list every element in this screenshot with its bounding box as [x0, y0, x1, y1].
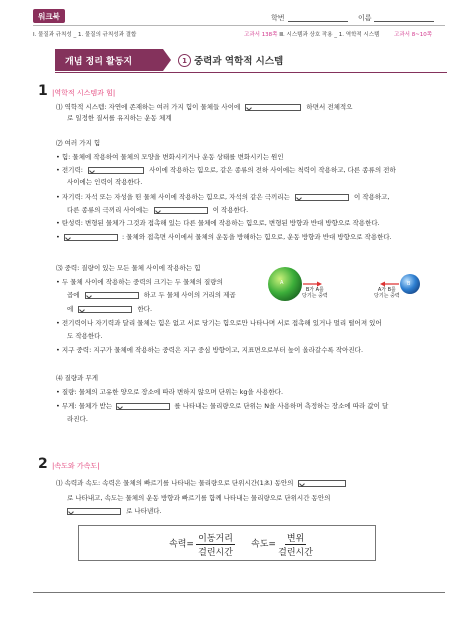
force-label-text: 당기는 중력	[374, 293, 400, 299]
answer-blank[interactable]	[298, 480, 346, 487]
mass-a-label: A	[280, 280, 284, 286]
answer-blank[interactable]	[245, 104, 301, 111]
name-label: 이름	[358, 14, 372, 22]
force-arrow-a-on-b-head	[380, 282, 385, 287]
s1-text: •	[56, 233, 60, 241]
breadcrumb-mid-text: Ⅲ. 시스템과 상호 작용 _ 1. 역학적 시스템	[277, 32, 380, 38]
answer-blank[interactable]	[78, 306, 132, 313]
force-label-a-on-b	[374, 287, 400, 299]
s1-p3-b1-line2	[67, 291, 236, 300]
s1-text: 하고 두 물체 사이의 거리의 제곱	[143, 291, 236, 299]
s1-text: 곱에	[67, 291, 80, 299]
s1-p2-b3	[56, 193, 390, 202]
s1-p4-b1: • 질량: 물체의 고유한 양으로 장소에 따라 변하지 않으며 단위는 kg을 사용한다.	[56, 388, 284, 396]
section-2-number: 2	[38, 456, 48, 472]
answer-blank[interactable]	[116, 403, 170, 410]
unit-number: 1	[178, 54, 191, 67]
s1-text: • 무게: 물체가 받는	[56, 402, 113, 410]
s1-p2-b3-cont	[67, 206, 248, 215]
s1-p2-b2	[56, 166, 396, 175]
unit-title: 중력과 역학적 시스템	[194, 56, 284, 67]
s1-text: : 물체와 접촉면 사이에서 물체의 운동을 방해하는 힘으로, 운동 방향과 반대 방향으로 작용한다.	[122, 233, 392, 241]
s1-p1-line2: 로 일정한 질서를 유지하는 운동 체계	[67, 114, 172, 122]
breadcrumb-left: Ⅰ. 물질과 규칙성 _ 1. 물질의 규칙성과 결합	[33, 32, 137, 38]
force-label-text: B가 A를	[305, 287, 324, 293]
mass-b-label: B	[407, 281, 411, 287]
velocity-denominator: 걸린시간	[278, 548, 313, 558]
s1-text: 한다.	[137, 305, 153, 313]
s1-text: 를 나타내는 물리량으로 단위는 N을 사용하며 측정하는 장소에 따라 값이 달	[174, 402, 389, 410]
breadcrumb	[33, 30, 136, 38]
s1-text: 이 작용하고,	[353, 193, 390, 201]
force-label-b-on-a	[302, 287, 328, 299]
velocity-numerator: 변위	[285, 531, 306, 545]
activity-banner	[55, 49, 163, 71]
answer-blank[interactable]	[154, 207, 208, 214]
s1-text: 에	[67, 305, 74, 313]
s1-text: 사이에 작용하는 힘으로, 같은 종류의 전하 사이에는 척력이 작용하고, 다른 종류의 전하	[149, 166, 396, 174]
s1-text: • 전기력:	[56, 166, 83, 174]
gravity-diagram	[260, 262, 440, 312]
breadcrumb-middle	[244, 30, 379, 38]
textbook-page-ref-right: 고과서 8~10쪽	[394, 32, 433, 38]
s1-p3-b3: • 지구 중력: 지구가 물체에 작용하는 중력은 지구 중심 방향이고, 지표면으로부터 높이 올라갈수록 작아진다.	[56, 346, 364, 354]
speed-numerator: 이동거리	[196, 531, 235, 545]
banner-arrow	[163, 49, 171, 71]
answer-blank[interactable]	[295, 194, 349, 201]
s2-p1-line2	[67, 494, 330, 503]
s1-p2-b2-cont: 사이에는 인력이 작용한다.	[67, 178, 143, 186]
student-id-label: 학번	[271, 14, 285, 22]
speed-formula	[169, 531, 235, 558]
header-rule	[33, 25, 445, 26]
speed-formula-label: 속력=	[169, 539, 194, 550]
answer-blank[interactable]	[88, 167, 144, 174]
velocity-formula	[251, 531, 313, 558]
worksheet-badge: 워크북	[33, 9, 65, 23]
s2-p1-line3	[67, 507, 162, 516]
s1-p3-b2: • 전기력이나 자기력과 달리 물체는 힘은 없고 서로 당기는 힘으로만 나타나며 서로 접촉해 있거나 멀리 떨어져 있어	[56, 319, 382, 327]
section-2-heading: |속도와 가속도|	[52, 462, 100, 470]
speed-denominator: 걸린시간	[198, 548, 233, 558]
mass-a-sphere	[268, 267, 302, 301]
s2-text: 로 나타낸다.	[126, 507, 162, 515]
student-id-field[interactable]	[288, 21, 348, 22]
footer-rule	[33, 592, 445, 593]
section-1-heading: |역학적 시스템과 힘|	[52, 89, 116, 97]
s1-p2-b1: • 힘: 물체에 작용하여 물체의 모양을 변화시키거나 운동 상태를 변화시키는 원인	[56, 153, 284, 161]
s2-text: ⑴ 속력과 속도: 속력은 물체의 빠르기를 나타내는 물리량으로 단위시간(1초) 동안의	[56, 479, 294, 487]
answer-blank[interactable]	[67, 508, 121, 515]
force-label-text: 당기는 중력	[302, 293, 328, 299]
s1-p3-b2-cont: 도 작용한다.	[67, 332, 103, 340]
s1-p1-line1	[56, 103, 352, 112]
s1-p1-text-b: 하면서 전체적으	[306, 103, 353, 111]
s1-text: 이 작용한다.	[212, 206, 249, 214]
answer-blank[interactable]	[64, 234, 118, 241]
s1-p2-b5	[56, 233, 392, 242]
s2-p1-line1	[56, 479, 348, 488]
s1-text: 다른 종류의 극끼리 사이에는	[67, 206, 149, 214]
force-arrow-b-on-a-head	[317, 282, 322, 287]
banner-rule	[55, 72, 447, 73]
s1-text: • 자기력: 자석 또는 자성을 띤 물체 사이에 작용하는 힘으로, 자석의 같은 극끼리는	[56, 193, 290, 201]
velocity-formula-label: 속도=	[251, 539, 276, 550]
s1-p3-b1: • 두 물체 사이에 작용하는 중력의 크기는 두 물체의 질량의	[56, 278, 223, 286]
s2-text: 로 나타내고, 속도는 물체의 운동 방향과 빠르기를 함께 나타내는 물리량으로 단위시간 동안의	[67, 494, 331, 502]
velocity-fraction	[278, 531, 313, 558]
s1-p2-head: ⑵ 여러 가지 힘	[56, 139, 101, 147]
s1-p2-b4: • 탄성력: 변형된 물체가 그것과 접촉해 있는 다른 물체에 작용하는 힘으로, 변형된 방향과 반대 방향으로 작용한다.	[56, 219, 380, 227]
name-field[interactable]	[374, 21, 434, 22]
s1-p1-text: ⑴ 역학적 시스템: 자연에 존재하는 여러 가지 힘이 물체들 사이에	[56, 103, 241, 111]
s1-p4-head: ⑷ 질량과 무게	[56, 374, 99, 382]
activity-banner-label: 개념 정리 활동지	[65, 56, 133, 67]
formula-box	[78, 525, 376, 561]
s1-p3-head: ⑶ 중력: 질량이 있는 모든 물체 사이에 작용하는 힘	[56, 264, 201, 272]
answer-blank[interactable]	[85, 292, 139, 299]
s1-p4-b2	[56, 402, 388, 411]
force-label-text: A가 B를	[377, 287, 396, 293]
s1-p4-b2-cont: 라진다.	[67, 415, 88, 423]
textbook-page-ref: 고과서 138쪽	[244, 32, 278, 38]
s1-p3-b1-line3	[67, 305, 152, 314]
section-1-number: 1	[38, 83, 48, 99]
speed-fraction	[196, 531, 235, 558]
